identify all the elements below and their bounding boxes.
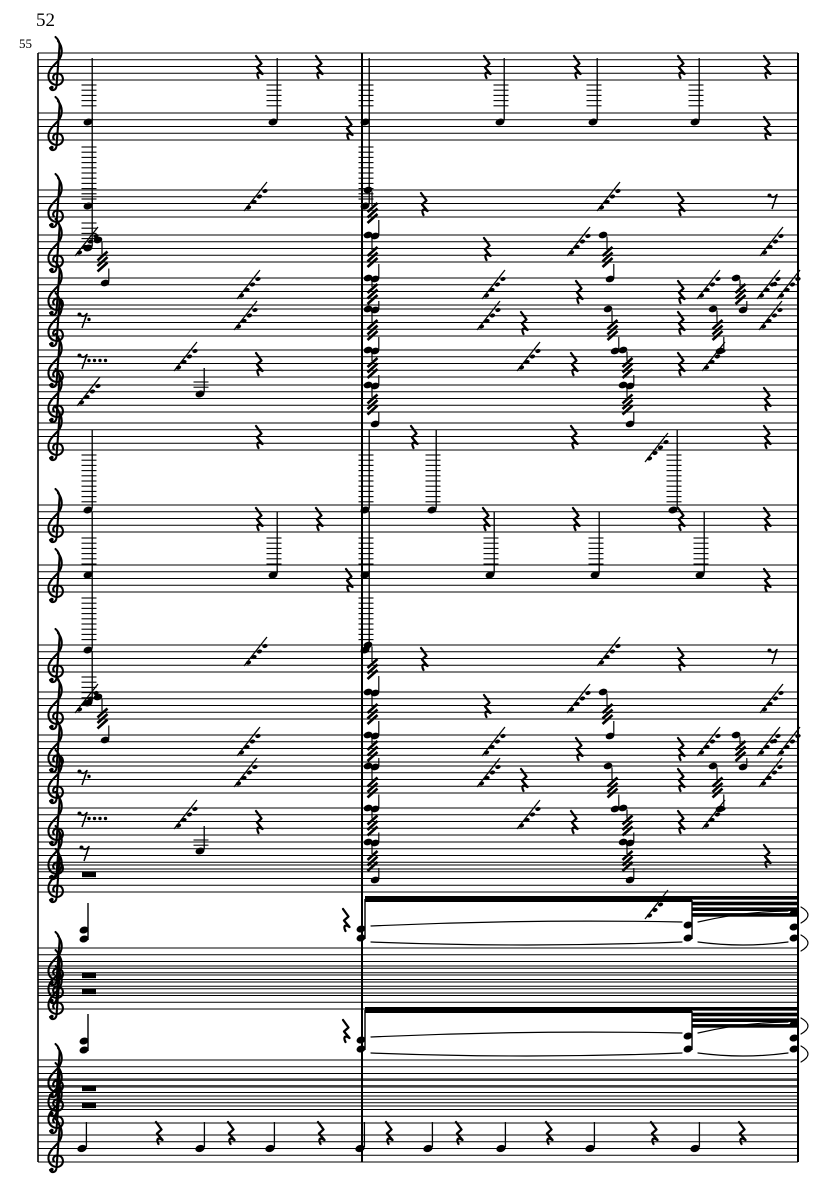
- grace-note-head: [652, 907, 658, 912]
- grace-note-head: [777, 764, 783, 769]
- treble-clef: [50, 268, 54, 272]
- grace-note-head: [715, 733, 721, 738]
- whole-rest: [82, 872, 96, 877]
- quarter-rest: [651, 1122, 658, 1144]
- grace-note-head: [518, 823, 524, 828]
- augmentation-dot: [87, 318, 90, 321]
- treble-clef: [50, 342, 54, 346]
- tie: [698, 1053, 788, 1056]
- augmentation-dot: [87, 817, 90, 820]
- treble-clef: [50, 418, 54, 422]
- grace-note-head: [568, 707, 574, 712]
- grace-note-head: [518, 365, 524, 370]
- treble-clef: [50, 898, 54, 902]
- quarter-rest: [228, 1122, 235, 1144]
- quarter-rest: [456, 1122, 463, 1144]
- grace-note-head: [235, 781, 241, 786]
- grace-note-head: [703, 365, 709, 370]
- quarter-rest: [343, 1020, 350, 1042]
- grace-note-head: [585, 690, 591, 695]
- treble-clef: [48, 680, 62, 724]
- grace-note-head: [758, 293, 764, 298]
- grace-note-head: [703, 823, 709, 828]
- grace-note-head: [238, 293, 244, 298]
- grace-note-head: [778, 690, 784, 695]
- grace-note-head: [758, 750, 764, 755]
- grace-note-head: [778, 233, 784, 238]
- grace-note-head: [760, 781, 766, 786]
- augmentation-dot: [104, 817, 107, 820]
- tie: [801, 935, 808, 951]
- grace-note-head: [245, 205, 251, 210]
- grace-note-head: [483, 750, 489, 755]
- tie: [801, 1046, 808, 1062]
- grace-note-head: [500, 733, 506, 738]
- treble-clef: [48, 223, 62, 267]
- grace-note-head: [255, 276, 261, 281]
- treble-clef: [48, 101, 62, 145]
- grace-note-head: [761, 250, 767, 255]
- treble-clef: [48, 41, 62, 85]
- grace-note-head: [698, 750, 704, 755]
- grace-note-head: [795, 733, 801, 738]
- treble-clef: [50, 1015, 54, 1019]
- treble-clef: [50, 1168, 54, 1172]
- grace-note-head: [76, 707, 82, 712]
- augmentation-dot: [98, 817, 101, 820]
- tremolo-beam: [692, 907, 798, 911]
- augmentation-dot: [87, 775, 90, 778]
- grace-note-head: [175, 365, 181, 370]
- grace-note-head: [663, 439, 669, 444]
- quarter-rest: [318, 1122, 325, 1144]
- tie: [801, 907, 808, 923]
- grace-note-head: [500, 276, 506, 281]
- treble-clef: [48, 178, 62, 222]
- grace-note-head: [245, 660, 251, 665]
- quarter-rest: [156, 1122, 163, 1144]
- treble-clef: [50, 311, 54, 315]
- treble-clef: [50, 725, 54, 729]
- tie: [371, 921, 682, 926]
- grace-note-head: [252, 307, 258, 312]
- grace-note-head: [483, 293, 489, 298]
- treble-clef: [48, 553, 62, 597]
- augmentation-dot: [773, 739, 777, 743]
- grace-note-head: [192, 806, 198, 811]
- grace-note-head: [255, 733, 261, 738]
- grace-note-head: [568, 250, 574, 255]
- grace-note-head: [495, 307, 501, 312]
- grace-note-head: [615, 188, 621, 193]
- grace-note-head: [478, 781, 484, 786]
- tremolo-beam: [692, 1007, 798, 1011]
- grace-note-head: [778, 750, 784, 755]
- grace-note-head: [262, 188, 268, 193]
- grace-note-head: [615, 643, 621, 648]
- treble-clef: [50, 841, 54, 845]
- treble-clef: [48, 493, 62, 537]
- grace-note-head: [478, 324, 484, 329]
- grace-note-head: [535, 806, 541, 811]
- tie: [371, 942, 682, 945]
- quarter-rest: [739, 1122, 746, 1144]
- grace-note-head: [598, 205, 604, 210]
- grace-note-head: [585, 233, 591, 238]
- grace-note-head: [175, 823, 181, 828]
- treble-clef: [50, 146, 54, 150]
- grace-note-head: [795, 276, 801, 281]
- grace-note-head: [235, 324, 241, 329]
- grace-note-head: [760, 324, 766, 329]
- treble-clef: [48, 633, 62, 677]
- augmentation-dot: [773, 282, 777, 286]
- tie: [371, 1053, 682, 1056]
- treble-clef: [50, 538, 54, 542]
- augmentation-dot: [98, 359, 101, 362]
- grace-note-head: [78, 400, 84, 405]
- treble-clef: [50, 456, 54, 460]
- treble-clef: [50, 678, 54, 682]
- grace-note-head: [652, 450, 658, 455]
- tremolo-beam: [692, 1013, 798, 1017]
- whole-rest: [82, 1103, 96, 1108]
- augmentation-dot: [87, 359, 90, 362]
- grace-note-head: [761, 707, 767, 712]
- treble-clef: [50, 1129, 54, 1133]
- augmentation-dot: [93, 817, 96, 820]
- grace-note-head: [775, 276, 781, 281]
- whole-rest: [82, 989, 96, 994]
- tie: [698, 942, 788, 945]
- grace-note-head: [777, 307, 783, 312]
- grace-note-head: [778, 293, 784, 298]
- tie: [801, 1018, 808, 1034]
- augmentation-dot: [104, 359, 107, 362]
- treble-clef: [50, 799, 54, 803]
- augmentation-dot: [93, 359, 96, 362]
- grace-note-head: [646, 913, 652, 918]
- measure-number-primary: 52: [36, 10, 55, 31]
- measure-number-secondary: 55: [19, 36, 32, 51]
- grace-note-head: [76, 250, 82, 255]
- treble-clef: [50, 86, 54, 90]
- grace-note-head: [598, 660, 604, 665]
- grace-note-head: [252, 764, 258, 769]
- treble-clef: [50, 383, 54, 387]
- whole-rest: [82, 1086, 96, 1091]
- quarter-rest: [343, 909, 350, 931]
- quarter-rest: [346, 117, 353, 139]
- quarter-rest: [546, 1122, 553, 1144]
- tremolo-beam: [692, 896, 798, 900]
- tremolo-beam: [365, 1007, 692, 1013]
- treble-clef: [50, 223, 54, 227]
- grace-note-head: [698, 293, 704, 298]
- grace-note-head: [535, 348, 541, 353]
- tremolo-beam: [692, 902, 798, 906]
- treble-clef: [50, 768, 54, 772]
- treble-clef: [50, 598, 54, 602]
- whole-rest: [82, 973, 96, 978]
- tremolo-beam: [692, 1018, 798, 1022]
- grace-note-head: [775, 733, 781, 738]
- quarter-rest: [764, 117, 771, 139]
- grace-note-head: [95, 383, 101, 388]
- quarter-rest: [386, 1122, 393, 1144]
- tie: [371, 1032, 682, 1037]
- grace-note-head: [238, 750, 244, 755]
- grace-note-head: [646, 456, 652, 461]
- tremolo-beam: [365, 896, 692, 902]
- grace-note-head: [495, 764, 501, 769]
- grace-note-head: [192, 348, 198, 353]
- grace-note-head: [262, 643, 268, 648]
- grace-note-head: [715, 276, 721, 281]
